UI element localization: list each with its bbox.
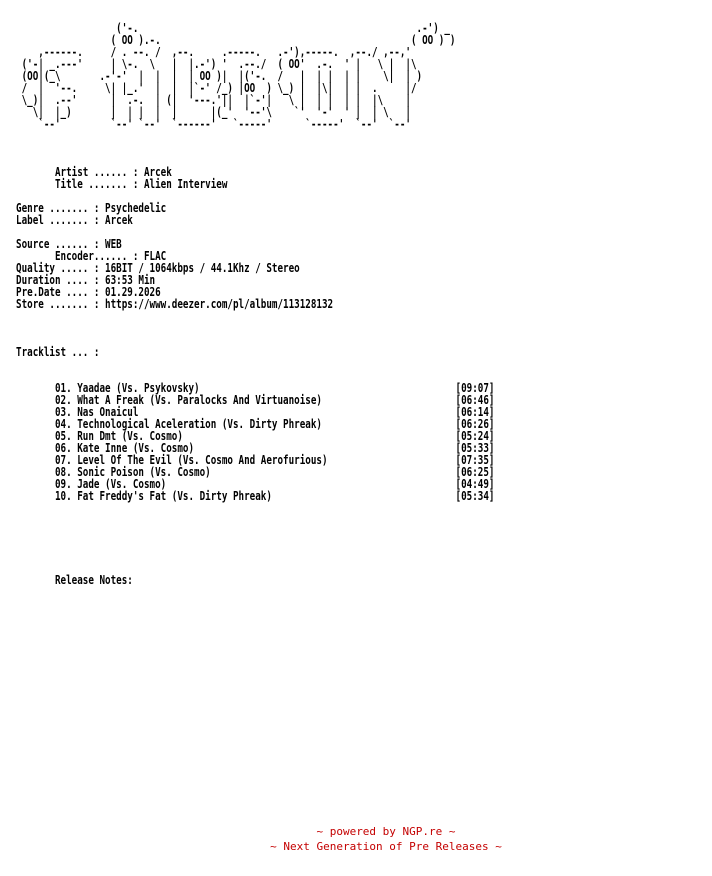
track-number: 02.	[54, 393, 72, 407]
track-number: 08.	[54, 465, 72, 479]
track-title: Nas Onaicul	[77, 405, 139, 419]
track-time: [09:07]	[455, 381, 495, 395]
track-time: [06:46]	[455, 393, 495, 407]
track-number: 09.	[54, 477, 72, 491]
label-row	[16, 214, 494, 226]
track-title: Technological Aceleration (Vs. Dirty Phreak)	[77, 417, 322, 431]
track-time: [07:35]	[455, 453, 495, 467]
track-time: [06:14]	[455, 405, 495, 419]
title-label: Title ....... :	[54, 177, 139, 191]
title-value: Alien Interview	[143, 177, 228, 191]
store-label: Store ....... :	[16, 297, 100, 311]
footer-tagline: ~ Next Generation of Pre Releases ~	[270, 840, 502, 853]
track-number: 10.	[54, 489, 72, 503]
track-title: Jade (Vs. Cosmo)	[77, 477, 167, 491]
track-title: Sonic Poison (Vs. Cosmo)	[77, 465, 211, 479]
tracklist-heading: Tracklist ... :	[16, 345, 100, 359]
nfo-document	[16, 22, 494, 586]
track-number: 01.	[54, 381, 72, 395]
genre-label: Genre ....... :	[16, 201, 100, 215]
footer-powered-by: ~ powered by NGP.re ~	[316, 825, 456, 838]
nfo-footer	[0, 824, 712, 854]
track-title: What A Freak (Vs. Paralocks And Virtuanoise)	[77, 393, 322, 407]
track-number: 03.	[54, 405, 72, 419]
source-label: Source ...... :	[16, 237, 100, 251]
label-value: Arcek	[105, 213, 133, 227]
ascii-logo-line: (OO|(_\ .-'-' | | | | OO )| |('-. / | | | | | \| | )	[16, 69, 423, 83]
encoder-value: FLAC	[143, 249, 167, 263]
predate-value: 01.29.2026	[105, 285, 161, 299]
track-time: [05:34]	[455, 489, 495, 503]
predate-label: Pre.Date .... :	[16, 285, 100, 299]
ascii-logo-line: ( OO ).-. ( OO ) )	[16, 33, 456, 47]
ascii-logo-line: / | '--. \| |_.' | | |`-' /_) |OO ) \_) | |\| | | . |/	[16, 81, 417, 95]
label-label: Label ....... :	[16, 213, 100, 227]
artist-value: Arcek	[143, 165, 172, 179]
genre-value: Psychedelic	[105, 201, 167, 215]
release-notes-heading	[16, 574, 494, 586]
track-time: [05:24]	[455, 429, 495, 443]
release-notes-label: Release Notes:	[54, 573, 133, 587]
duration-value: 63:53 Min	[105, 273, 156, 287]
track-time: [06:25]	[455, 465, 495, 479]
ascii-logo-line: ('-| _.---' | \-. \ | |.-') ' .--./ ( OO' .-. ' | \ | |\	[16, 57, 417, 71]
track-time: [04:49]	[455, 477, 495, 491]
duration-label: Duration .... :	[16, 273, 100, 287]
ascii-logo-line: \_)| .--' | .-. | (| '---.'|| |`-'| \ | | | | | |\ |	[16, 93, 411, 107]
title-row	[16, 178, 494, 190]
source-value: WEB	[105, 237, 122, 251]
store-link[interactable]: https://www.deezer.com/pl/album/113128132	[105, 297, 334, 311]
track-title: Fat Freddy's Fat (Vs. Dirty Phreak)	[77, 489, 272, 503]
track-number: 05.	[54, 429, 72, 443]
track-number: 06.	[54, 441, 72, 455]
ascii-logo-line: ('-. .-') _	[16, 21, 450, 35]
ascii-logo-line: ,------. / . --. / ,--. .-----. .-'),-----. ,--./ ,--,'	[16, 45, 411, 59]
track-title: Level Of The Evil (Vs. Cosmo And Aerofurious)	[77, 453, 328, 467]
track-title: Yaadae (Vs. Psykovsky)	[77, 381, 200, 395]
track-title: Kate Inne (Vs. Cosmo)	[77, 441, 195, 455]
store-row	[16, 298, 494, 310]
quality-label: Quality ..... :	[16, 261, 100, 275]
quality-value: 16BIT / 1064kbps / 44.1Khz / Stereo	[105, 261, 300, 275]
track-number: 04.	[54, 417, 72, 431]
track-title: Run Dmt (Vs. Cosmo)	[77, 429, 183, 443]
encoder-label: Encoder...... :	[54, 249, 139, 263]
track-number: 07.	[54, 453, 72, 467]
ascii-logo-line: \| |_) | | | | | |(_' '--'\ `' '-' ' | | \ |	[16, 105, 411, 119]
track-row	[16, 490, 494, 502]
artist-label: Artist ...... :	[54, 165, 139, 179]
track-time: [05:33]	[455, 441, 495, 455]
ascii-logo-line: `--' `--' `--' `------' `-----' `-----' `--' `--'	[16, 117, 411, 131]
track-time: [06:26]	[455, 417, 495, 431]
